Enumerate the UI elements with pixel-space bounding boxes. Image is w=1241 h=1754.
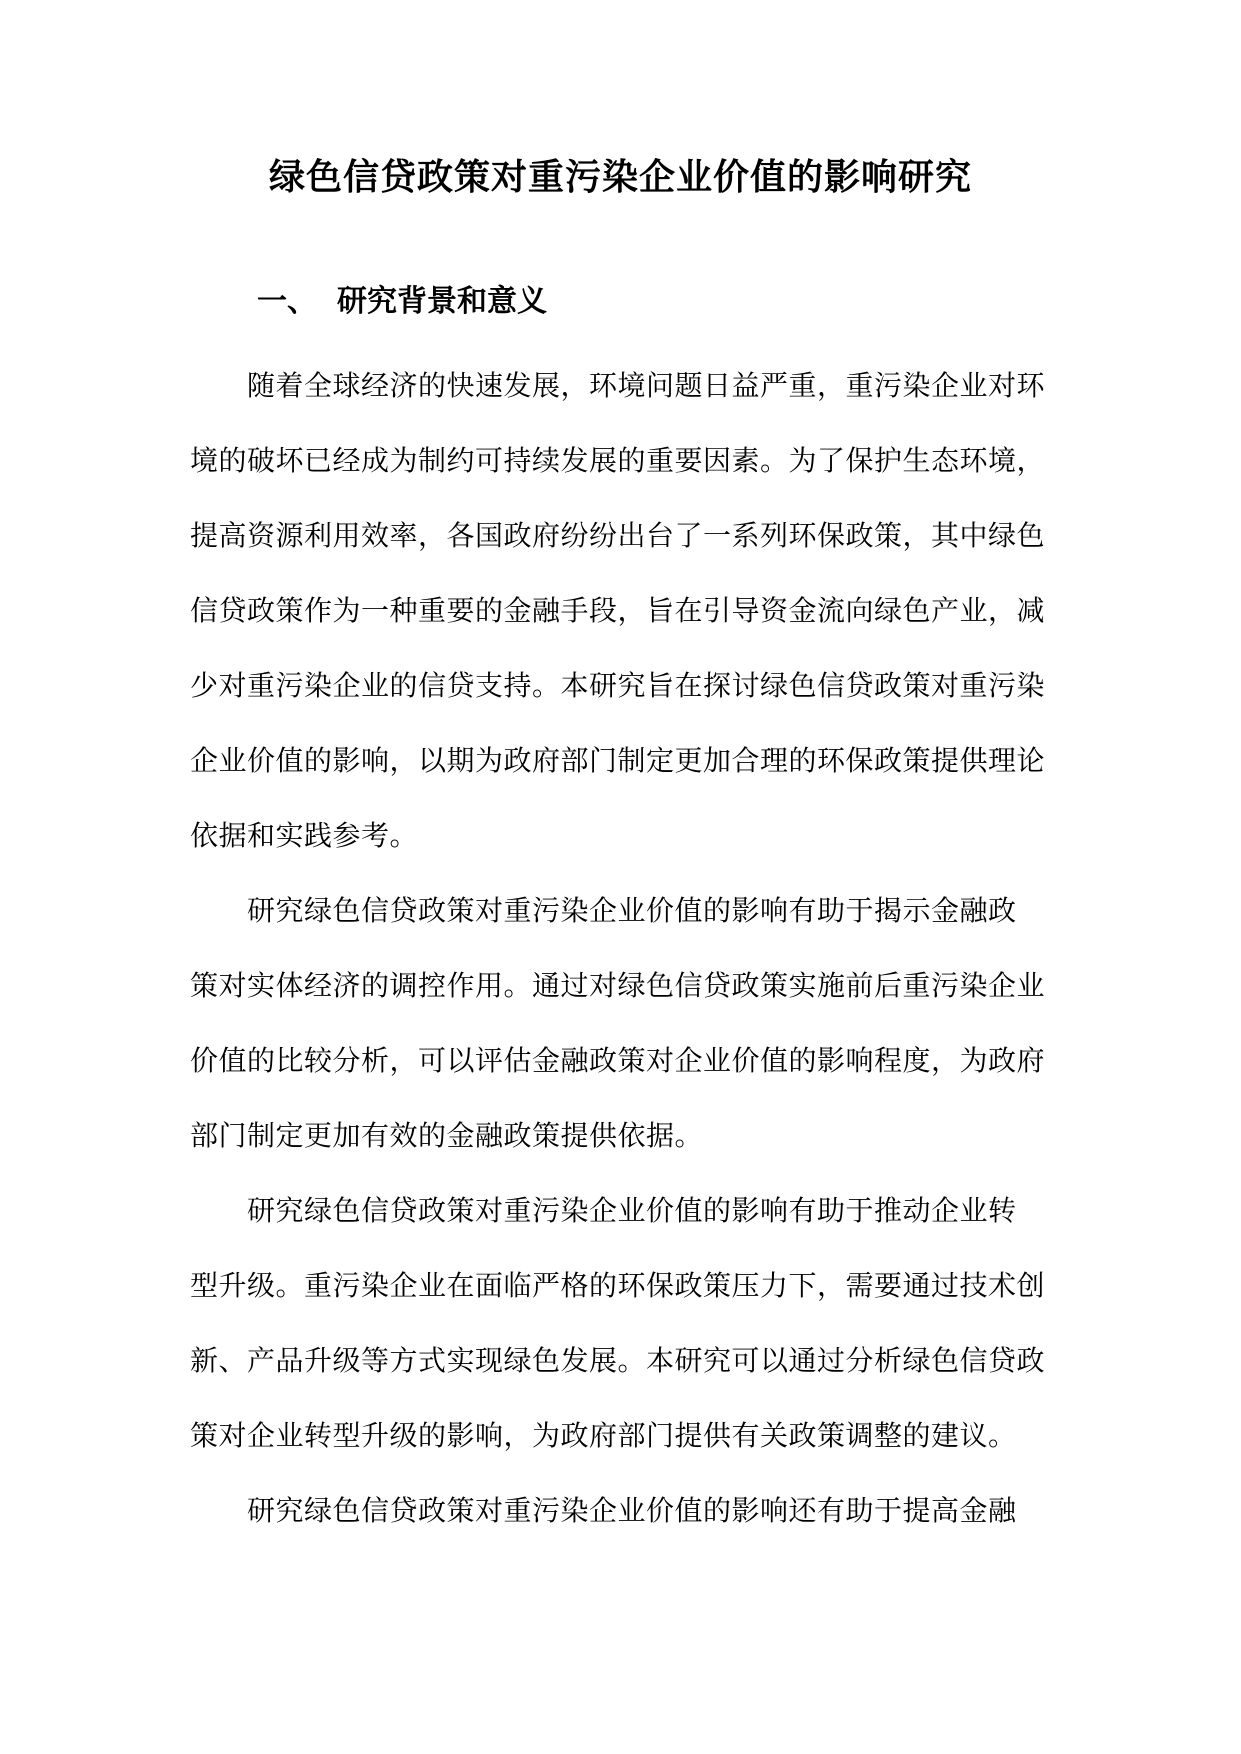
paragraph-line: 价值的比较分析，可以评估金融政策对企业价值的影响程度，为政府 xyxy=(190,1044,1046,1077)
section-heading xyxy=(257,279,547,325)
paragraph-line: 策对企业转型升级的影响，为政府部门提供有关政策调整的建议。 xyxy=(190,1419,1017,1452)
paragraph-line: 新、产品升级等方式实现绿色发展。本研究可以通过分析绿色信贷政 xyxy=(190,1344,1046,1377)
paragraph-line: 随着全球经济的快速发展，环境问题日益严重，重污染企业对环 xyxy=(247,369,1046,402)
document-title: 绿色信贷政策对重污染企业价值的影响研究 xyxy=(268,156,972,198)
paragraph-line: 研究绿色信贷政策对重污染企业价值的影响还有助于提高金融 xyxy=(247,1494,1017,1527)
paragraph-line: 少对重污染企业的信贷支持。本研究旨在探讨绿色信贷政策对重污染 xyxy=(190,669,1046,702)
paragraph-line: 依据和实践参考。 xyxy=(190,819,419,852)
paragraph-line: 信贷政策作为一种重要的金融手段，旨在引导资金流向绿色产业，减 xyxy=(190,594,1046,627)
paragraph-line: 策对实体经济的调控作用。通过对绿色信贷政策实施前后重污染企业 xyxy=(190,969,1046,1002)
paragraph-line: 型升级。重污染企业在面临严格的环保政策压力下，需要通过技术创 xyxy=(190,1269,1046,1302)
paragraph-line: 部门制定更加有效的金融政策提供依据。 xyxy=(190,1119,704,1152)
paragraph-line: 境的破坏已经成为制约可持续发展的重要因素。为了保护生态环境， xyxy=(190,444,1046,477)
section-number: 一、 xyxy=(257,284,317,319)
paragraph-line: 企业价值的影响，以期为政府部门制定更加合理的环保政策提供理论 xyxy=(190,744,1046,777)
paragraph-line: 研究绿色信贷政策对重污染企业价值的影响有助于揭示金融政 xyxy=(247,894,1017,927)
paragraph-line: 研究绿色信贷政策对重污染企业价值的影响有助于推动企业转 xyxy=(247,1194,1017,1227)
section-title: 研究背景和意义 xyxy=(337,284,547,319)
paragraph-line: 提高资源利用效率，各国政府纷纷出台了一系列环保政策，其中绿色 xyxy=(190,519,1046,552)
